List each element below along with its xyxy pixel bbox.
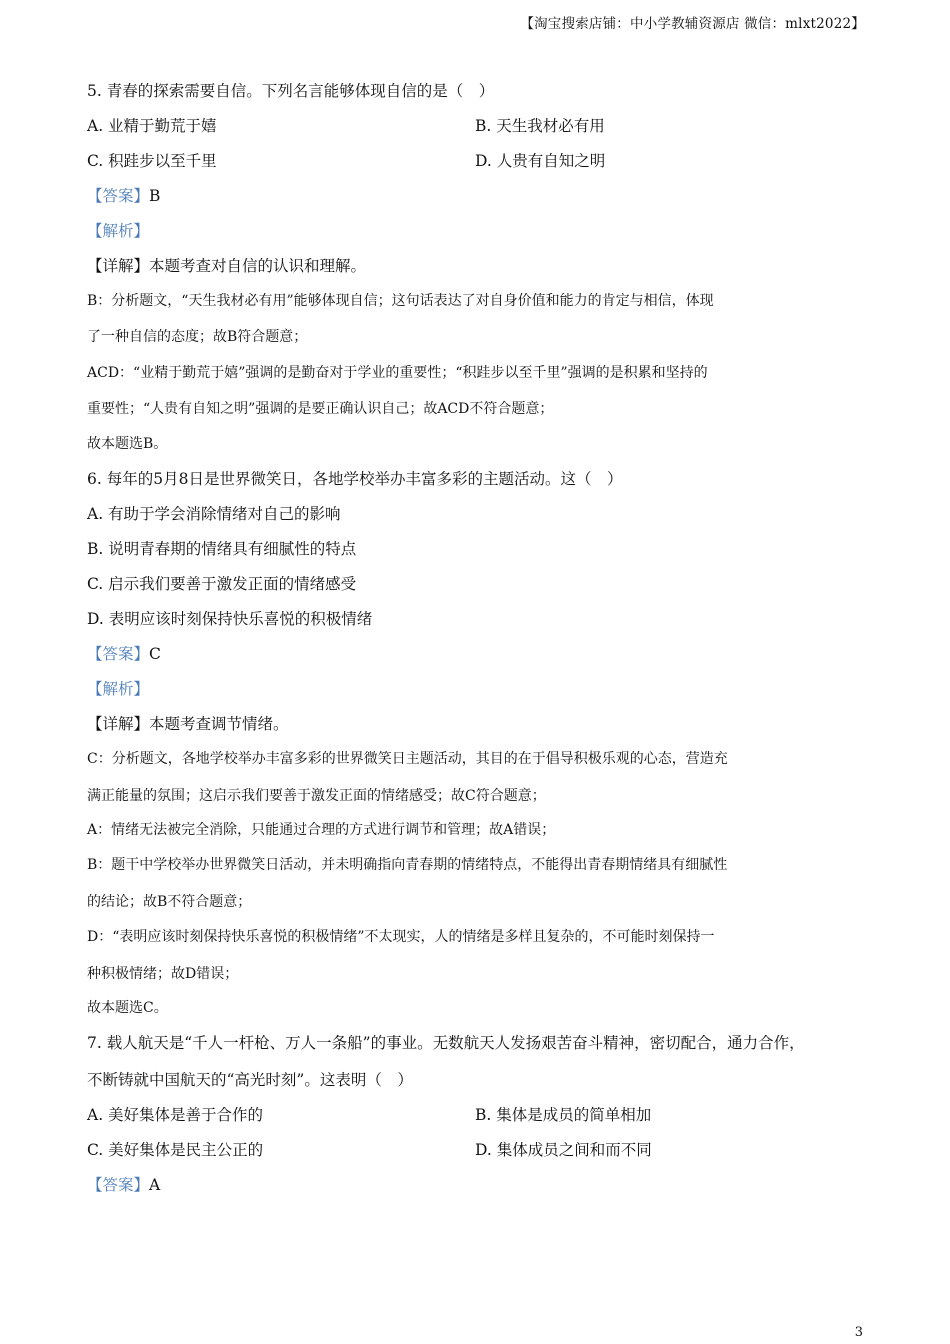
q7-stem-line-1: 7. 载人航天是“千人一杆枪、万人一条船”的事业。无数航天人发扬艰苦奋斗精神，密切配合，通力合作， [87, 1034, 805, 1052]
q6-option-c: C. 启示我们要善于激发正面的情绪感受 [87, 575, 357, 593]
q6-answer-value: C [149, 645, 161, 663]
q6-conclusion: 故本题选C。 [87, 1000, 168, 1016]
q5-option-b: B. 天生我材必有用 [475, 117, 605, 135]
q6-analysis-label: 【解析】 [87, 680, 150, 698]
q7-option-a: A. 美好集体是善于合作的 [87, 1106, 264, 1124]
q6-detail: 【详解】本题考查调节情绪。 [87, 715, 289, 733]
q6-option-a: A. 有助于学会消除情绪对自己的影响 [87, 505, 341, 523]
q6-explain-a: A：情绪无法被完全消除，只能通过合理的方式进行调节和管理；故A错误； [87, 822, 556, 838]
q5-conclusion: 故本题选B。 [87, 436, 168, 452]
q6-explain-d-1: D：“表明应该时刻保持快乐喜悦的积极情绪”不太现实，人的情绪是多样且复杂的，不可能时刻保持一 [87, 929, 715, 945]
q6-option-d: D. 表明应该时刻保持快乐喜悦的积极情绪 [87, 610, 373, 628]
answer-label: 【答案】 [87, 645, 150, 663]
q6-explain-b-2: 的结论；故B不符合题意； [87, 894, 252, 910]
q6-stem: 6. 每年的5月8日是世界微笑日，各地学校举办丰富多彩的主题活动。这（ ） [87, 470, 623, 488]
q5-stem: 5. 青春的探索需要自信。下列名言能够体现自信的是（ ） [87, 82, 495, 100]
q6-option-b: B. 说明青春期的情绪具有细腻性的特点 [87, 540, 357, 558]
q5-detail: 【详解】本题考查对自信的认识和理解。 [87, 257, 367, 275]
q7-option-c: C. 美好集体是民主公正的 [87, 1141, 264, 1159]
q5-answer [87, 186, 160, 206]
q7-answer [87, 1175, 160, 1195]
q7-option-d: D. 集体成员之间和而不同 [475, 1141, 652, 1159]
q7-answer-value: A [149, 1176, 161, 1194]
q5-explain-acd-2: 重要性；“人贵有自知之明”强调的是要正确认识自己；故ACD不符合题意； [87, 401, 554, 417]
q5-analysis-label: 【解析】 [87, 222, 150, 240]
answer-label: 【答案】 [87, 187, 150, 205]
q6-explain-d-2: 种积极情绪；故D错误； [87, 966, 239, 982]
q5-option-c: C. 积跬步以至千里 [87, 152, 217, 170]
q7-stem-line-2: 不断铸就中国航天的“高光时刻”。这表明（ ） [87, 1071, 413, 1089]
page-number: 3 [854, 1325, 863, 1340]
q6-explain-b-1: B：题干中学校举办世界微笑日活动，并未明确指向青春期的情绪特点，不能得出青春期情绪具有细腻性 [87, 857, 728, 873]
q6-explain-c-2: 满正能量的氛围；这启示我们要善于激发正面的情绪感受；故C符合题意； [87, 788, 546, 804]
q5-explain-acd-1: ACD：“业精于勤荒于嬉”强调的是勤奋对于学业的重要性；“积跬步以至千里”强调的是积累和坚持的 [87, 365, 708, 381]
q5-explain-b-1: B：分析题文，“天生我材必有用”能够体现自信；这句话表达了对自身价值和能力的肯定与相信，体现 [87, 293, 714, 309]
answer-label: 【答案】 [87, 1176, 150, 1194]
q5-answer-value: B [149, 187, 161, 205]
q5-option-d: D. 人贵有自知之明 [475, 152, 606, 170]
q6-answer [87, 644, 161, 664]
q5-explain-b-2: 了一种自信的态度；故B符合题意； [87, 329, 308, 345]
q5-option-a: A. 业精于勤荒于嬉 [87, 117, 217, 135]
q7-option-b: B. 集体是成员的简单相加 [475, 1106, 652, 1124]
q6-explain-c-1: C：分析题文，各地学校举办丰富多彩的世界微笑日主题活动，其目的在于倡导积极乐观的心态，营造充 [87, 751, 728, 767]
page-header: 【淘宝搜索店铺：中小学教辅资源店 微信：mlxt2022】 [520, 16, 865, 32]
